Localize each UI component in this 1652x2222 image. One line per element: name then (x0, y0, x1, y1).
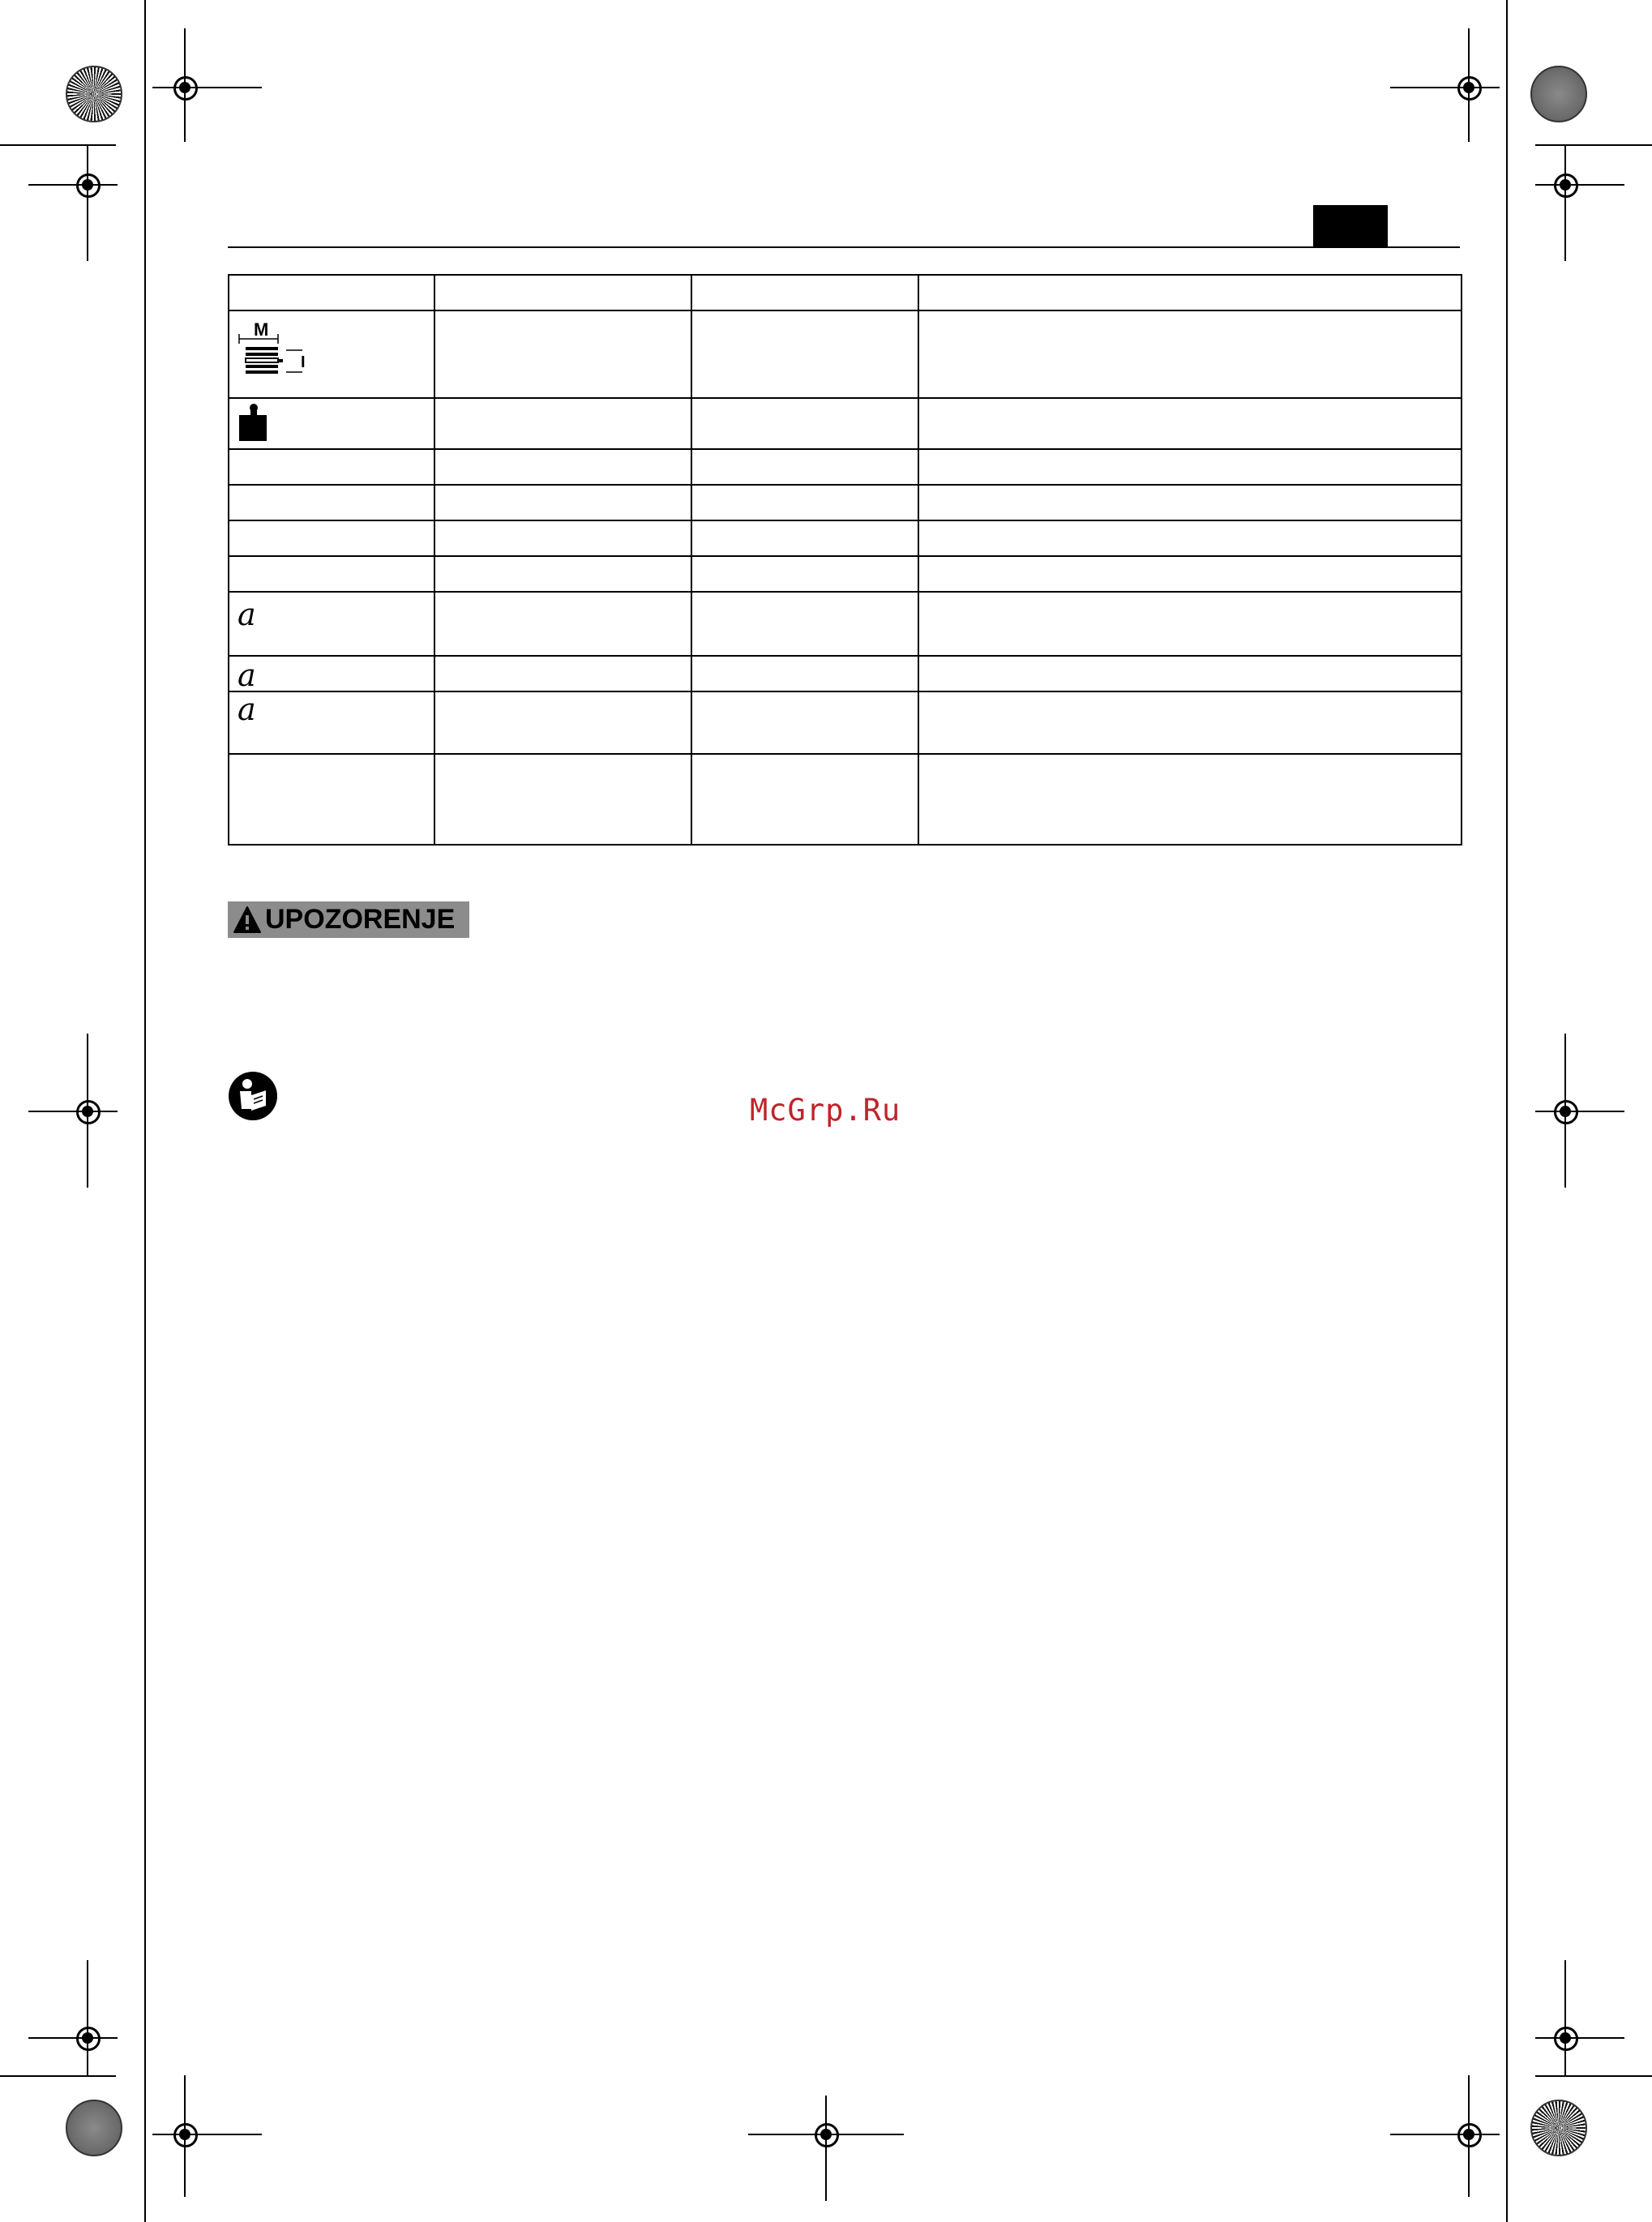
crop-line-bottom-left (0, 2075, 116, 2077)
table-cell (691, 754, 918, 845)
svg-text:M: M (254, 319, 269, 340)
watermark[interactable]: McGrp.Ru (750, 1093, 901, 1128)
table-cell (229, 275, 434, 310)
registration-mark (810, 2118, 842, 2151)
table-cell (229, 449, 434, 485)
color-wheel-mark (1530, 2100, 1587, 2156)
table-cell (691, 520, 918, 556)
table-cell (918, 275, 1462, 310)
crop-line-left (144, 0, 146, 2222)
table-cell (918, 398, 1462, 449)
table-row (229, 449, 1462, 485)
table-cell (918, 556, 1462, 592)
table-row (229, 691, 1462, 754)
grey-disc-mark (66, 2100, 122, 2156)
table-cell (434, 275, 691, 310)
table-cell (918, 656, 1462, 691)
grey-disc-mark (1530, 66, 1587, 122)
registration-mark (1453, 2118, 1485, 2151)
table-cell (918, 592, 1462, 656)
table-cell (918, 449, 1462, 485)
table-cell (229, 310, 434, 398)
table-cell (229, 520, 434, 556)
reg-line (87, 1960, 88, 2075)
table-cell (691, 449, 918, 485)
table-row (229, 592, 1462, 656)
weight-icon (229, 399, 278, 444)
read-manual-icon (227, 1070, 279, 1122)
header-rule (228, 246, 1460, 248)
registration-mark (71, 2022, 104, 2054)
table-cell (434, 656, 691, 691)
table-cell (434, 520, 691, 556)
crop-line-right (1506, 0, 1508, 2222)
table-cell (918, 520, 1462, 556)
table-cell (229, 398, 434, 449)
table-cell (229, 691, 434, 754)
warning-label (228, 901, 469, 938)
specifications-table (228, 274, 1462, 846)
warning-text: UPOZORENJE (265, 904, 456, 935)
table-row (229, 656, 1462, 691)
stack-dimension-icon (229, 311, 310, 392)
reg-line (1564, 1960, 1566, 2075)
table-row (229, 485, 1462, 520)
registration-mark (1549, 1095, 1581, 1128)
table-cell (691, 556, 918, 592)
registration-mark (1549, 2022, 1581, 2054)
table-cell (434, 691, 691, 754)
table-cell (229, 754, 434, 845)
table-cell (434, 556, 691, 592)
table-cell (918, 310, 1462, 398)
table-row (229, 310, 1462, 398)
table-cell (229, 556, 434, 592)
table-cell (691, 656, 918, 691)
table-row (229, 398, 1462, 449)
language-tab (1313, 205, 1388, 246)
reg-line (87, 146, 88, 261)
crop-line-top-left (0, 144, 116, 146)
table-cell (434, 398, 691, 449)
table-cell (229, 485, 434, 520)
registration-mark (71, 1095, 104, 1128)
table-header-row (229, 275, 1462, 310)
table-cell (434, 485, 691, 520)
table-cell (691, 398, 918, 449)
table-cell (691, 310, 918, 398)
table-row (229, 520, 1462, 556)
table-cell (918, 485, 1462, 520)
color-wheel-mark (66, 66, 122, 122)
table-cell (918, 691, 1462, 754)
warning-triangle-icon (233, 905, 262, 935)
registration-mark (71, 169, 104, 201)
table-row (229, 754, 1462, 845)
table-cell (691, 592, 918, 656)
table-cell (434, 449, 691, 485)
table-row (229, 556, 1462, 592)
registration-mark (169, 71, 201, 104)
acceleration-symbol: a (238, 597, 256, 632)
table-cell (918, 754, 1462, 845)
reg-line (1564, 146, 1566, 261)
table-cell (691, 485, 918, 520)
table-cell (434, 310, 691, 398)
registration-mark (1549, 169, 1581, 201)
table-cell (434, 754, 691, 845)
registration-mark (1453, 71, 1485, 104)
table-cell (434, 592, 691, 656)
crop-line-top-right (1535, 144, 1652, 146)
table-cell (229, 656, 434, 691)
svg-text:I: I (301, 353, 306, 371)
table-cell (691, 275, 918, 310)
registration-mark (169, 2118, 201, 2151)
table-cell (229, 592, 434, 656)
acceleration-symbol: a (238, 691, 256, 727)
acceleration-symbol: a (238, 657, 256, 693)
crop-line-bottom-right (1535, 2075, 1652, 2077)
table-cell (691, 691, 918, 754)
